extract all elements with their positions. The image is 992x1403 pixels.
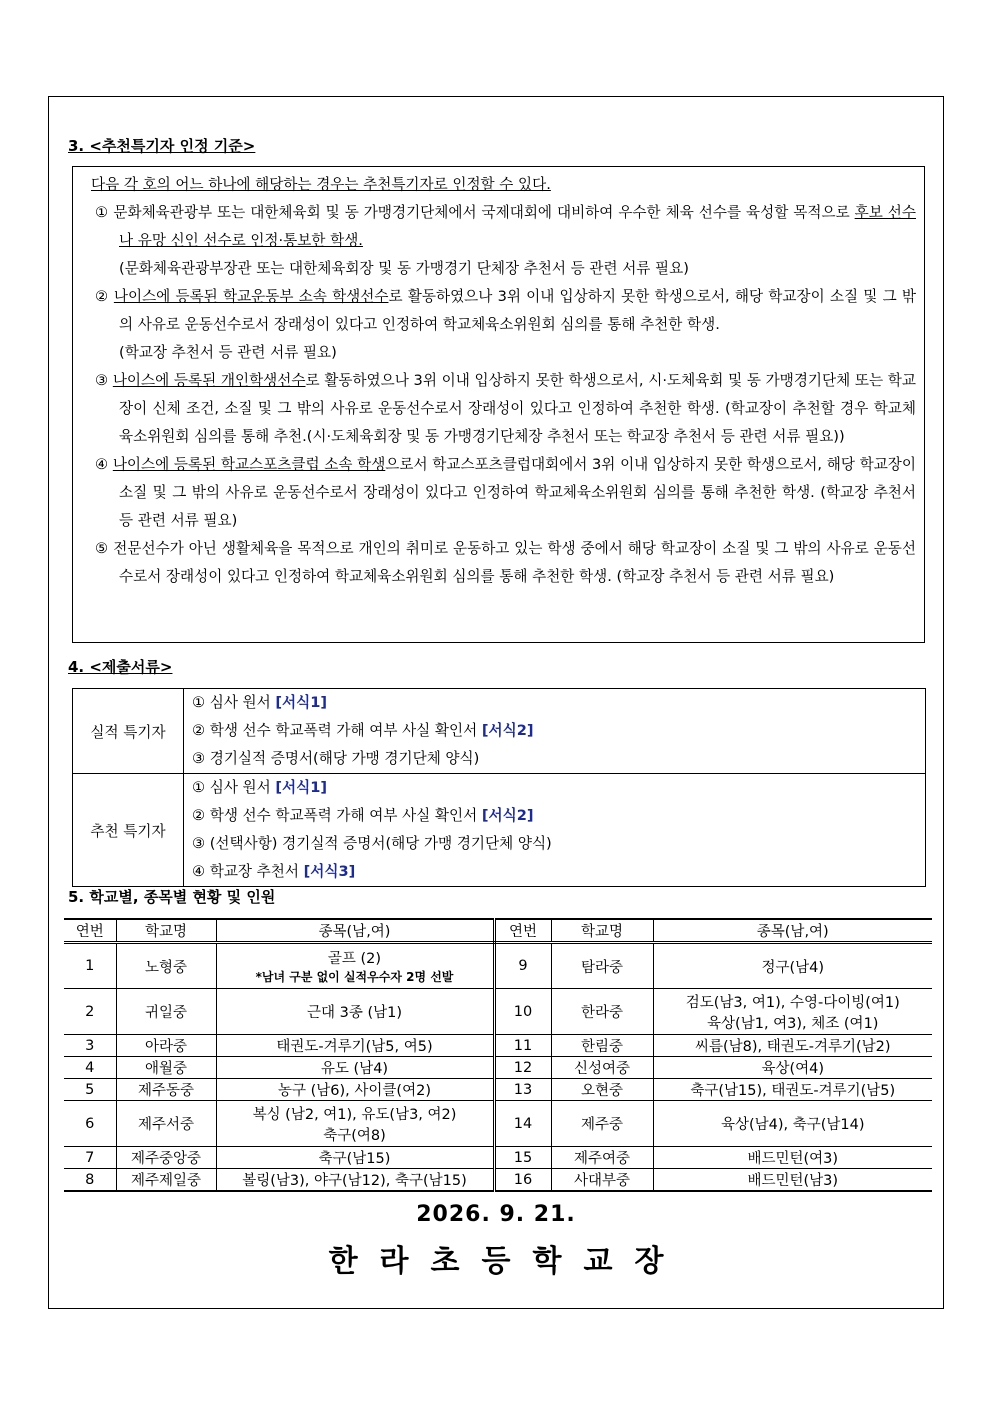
sport-cell (653, 1147, 932, 1169)
document-item-text: ③ 경기실적 증명서(해당 가맹 경기단체 양식) (192, 750, 480, 767)
school-name: 제주중 (551, 1101, 653, 1147)
header-no: 연번 (64, 919, 116, 943)
schools-row (64, 989, 932, 1035)
document-item (192, 745, 925, 773)
schools-row (64, 1035, 932, 1057)
criteria-note: (문화체육관광부장관 또는 대한체육회장 및 동 가맹경기 단체장 추천서 등 관련 서류 필요) (119, 260, 689, 277)
item-text: 전문선수가 아닌 생활체육을 목적으로 개인의 취미로 운동하고 있는 학생 중에서 해당 학교장이 소질 및 그 밖의 사유로 운동선수로서 장래성이 있다고 인정하여 학교체육소위원회 심의를 통해 추천한 학생. (학교장 추천서 등 관련 서류 필요) (108, 540, 916, 585)
criteria-item (81, 535, 916, 591)
item-underlined-text: 나이스에 등록된 학교스포츠클럽 소속 학생 (112, 456, 386, 473)
school-name: 오현중 (551, 1079, 653, 1101)
header-school: 학교명 (551, 919, 653, 943)
document-item-text: ① 심사 원서 (192, 779, 276, 796)
row-number: 13 (494, 1079, 551, 1101)
criteria-note: (학교장 추천서 등 관련 서류 필요) (119, 344, 337, 361)
row-number: 16 (494, 1169, 551, 1192)
documents-category: 실적 특기자 (73, 689, 184, 774)
school-name: 제주동중 (116, 1079, 216, 1101)
sport-cell (653, 1057, 932, 1079)
criteria-item (81, 283, 916, 339)
section4-title: 4. <제출서류> (68, 658, 173, 676)
criteria-list (81, 199, 916, 591)
schools-row (64, 1101, 932, 1147)
header-no: 연번 (494, 919, 551, 943)
row-number: 8 (64, 1169, 116, 1192)
sport-line: 축구(남15) (318, 1151, 391, 1167)
school-name: 애월중 (116, 1057, 216, 1079)
item-underlined-text: 나이스에 등록된 학교운동부 소속 학생선수 (113, 288, 389, 305)
sport-cell (653, 1035, 932, 1057)
sport-line: 골프 (2) (327, 951, 382, 967)
section5-title: 5. 학교별, 종목별 현황 및 인원 (68, 888, 276, 906)
criteria-lead: 다음 각 호의 어느 하나에 해당하는 경우는 추천특기자로 인정할 수 있다. (91, 176, 551, 193)
school-name: 한림중 (551, 1035, 653, 1057)
row-number: 2 (64, 989, 116, 1035)
criteria-box (72, 166, 925, 643)
sport-cell (653, 943, 932, 989)
section3-title: 3. <추천특기자 인정 기준> (68, 137, 256, 155)
document-item-text: ③ (선택사항) 경기실적 증명서(해당 가맹 경기단체 양식) (192, 835, 552, 852)
documents-list (184, 689, 926, 774)
sport-line: 근대 3종 (남1) (306, 1005, 402, 1021)
criteria-item (81, 367, 916, 451)
selection-note: *남녀 구분 없이 실적우수자 2명 선발 (255, 970, 454, 984)
sport-cell (216, 989, 494, 1035)
sport-cell (653, 1169, 932, 1192)
sport-line: 배드민턴(여3) (747, 1151, 839, 1167)
item-number: ② (95, 288, 109, 305)
row-number: 4 (64, 1057, 116, 1079)
item-underlined-text: 나이스에 등록된 개인학생선수 (112, 372, 306, 389)
document-item (192, 858, 925, 886)
document-item (192, 802, 925, 830)
item-number: ④ (95, 456, 109, 473)
school-name: 신성여중 (551, 1057, 653, 1079)
row-number: 5 (64, 1079, 116, 1101)
row-number: 7 (64, 1147, 116, 1169)
document-item-text: ② 학생 선수 학교폭력 가해 여부 사실 확인서 (192, 722, 482, 739)
document-item-text: ④ 학교장 추천서 (192, 863, 304, 880)
row-number: 12 (494, 1057, 551, 1079)
sport-cell (216, 1101, 494, 1147)
sport-line: 배드민턴(남3) (747, 1173, 839, 1189)
document-item (192, 830, 925, 858)
schools-table (64, 918, 932, 1192)
schools-row (64, 1147, 932, 1169)
item-number: ③ (95, 372, 109, 389)
item-underlined-text: 후보 선수나 유망 신인 선수로 인정·통보한 학생. (119, 204, 916, 249)
criteria-item (81, 199, 916, 255)
sport-line: 유도 (남4) (320, 1061, 389, 1077)
item-text: 문화체육관광부 또는 대한체육회 및 동 가맹경기단체에서 국제대회에 대비하여 우수한 체육 선수를 육성할 목적으로 (108, 204, 855, 221)
header-sport: 종목(남,여) (653, 919, 932, 943)
document-item-text: ② 학생 선수 학교폭력 가해 여부 사실 확인서 (192, 807, 482, 824)
item-text: 으로서 학교스포츠클럽대회에서 3위 이내 입상하지 못한 학생으로서, 해당 학교장이 소질 및 그 밖의 사유로 운동선수로서 장래성이 있다고 인정하여 학교체육소위원회 심의를 통해 추천한 학생. (학교장 추천서 등 관련 서류 필요) (119, 456, 916, 529)
sport-cell (216, 1147, 494, 1169)
school-name: 귀일중 (116, 989, 216, 1035)
document-item (192, 774, 925, 802)
form-reference: [서식1] (275, 779, 328, 796)
form-reference: [서식3] (303, 863, 356, 880)
sport-line: 검도(남3, 여1), 수영-다이빙(여1) (685, 994, 900, 1011)
document-item (192, 717, 925, 745)
sport-line: 농구 (남6), 사이클(여2) (278, 1083, 431, 1099)
signature: 한라초등학교장 (328, 1244, 686, 1279)
item-text: 로 활동하였으나 3위 이내 입상하지 못한 학생으로서, 시·도체육회 및 동 가맹경기단체 또는 학교장이 신체 조건, 소질 및 그 밖의 사유로 운동선수로서 장래성이 있다고 인정하여 추천한 학생. (학교장이 추천할 경우 학교체육소위원회 심의를 통해 추천.(시·도체육회장 및 동 가맹경기단체장 추천서 또는 학교장 추천서 등 관련 서류 필요)) (119, 372, 916, 445)
form-reference: [서식2] (481, 807, 534, 824)
row-number: 1 (64, 943, 116, 989)
schools-row (64, 1169, 932, 1192)
school-name: 제주여중 (551, 1147, 653, 1169)
schools-row (64, 1079, 932, 1101)
sport-cell (216, 943, 494, 989)
sport-line: 육상(여4) (761, 1061, 825, 1077)
item-number: ① (95, 204, 109, 221)
school-name: 제주서중 (116, 1101, 216, 1147)
documents-row (73, 689, 926, 774)
sport-line: 볼링(남3), 야구(남12), 축구(남15) (242, 1173, 467, 1189)
sport-line: 씨름(남8), 태권도-겨루기(남2) (694, 1039, 891, 1055)
item-text: 로 활동하였으나 3위 이내 입상하지 못한 학생으로서, 해당 학교장이 소질 및 그 밖의 사유로 운동선수로서 장래성이 있다고 인정하여 학교체육소위원회 심의를 통해 추천한 학생. (119, 288, 916, 333)
sport-line: 정구(남4) (761, 959, 825, 976)
documents-row (73, 774, 926, 887)
sport-cell (653, 1101, 932, 1147)
schools-row (64, 1057, 932, 1079)
schools-header-row (64, 919, 932, 943)
school-name: 한라중 (551, 989, 653, 1035)
documents-category: 추천 특기자 (73, 774, 184, 887)
document-date: 2026. 9. 21. (416, 1202, 576, 1227)
sport-line: 축구(여8) (323, 1127, 386, 1144)
sport-cell (216, 1057, 494, 1079)
sport-line: 축구(남15), 태권도-겨루기(남5) (690, 1083, 896, 1099)
header-sport: 종목(남,여) (216, 919, 494, 943)
item-number: ⑤ (95, 540, 109, 557)
row-number: 10 (494, 989, 551, 1035)
sport-line: 육상(남1, 여3), 체조 (여1) (707, 1015, 879, 1032)
school-name: 아라중 (116, 1035, 216, 1057)
documents-table (72, 688, 926, 887)
school-name: 제주중앙중 (116, 1147, 216, 1169)
sport-cell (653, 989, 932, 1035)
document-item-text: ① 심사 원서 (192, 694, 276, 711)
sport-line: 복싱 (남2, 여1), 유도(남3, 여2) (252, 1106, 457, 1123)
sport-cell (216, 1035, 494, 1057)
sport-line: 태권도-겨루기(남5, 여5) (276, 1039, 433, 1055)
school-name: 탐라중 (551, 943, 653, 989)
row-number: 9 (494, 943, 551, 989)
criteria-item (81, 451, 916, 535)
school-name: 사대부중 (551, 1169, 653, 1192)
row-number: 11 (494, 1035, 551, 1057)
form-reference: [서식2] (481, 722, 534, 739)
row-number: 14 (494, 1101, 551, 1147)
row-number: 6 (64, 1101, 116, 1147)
document-item (192, 689, 925, 717)
documents-list (184, 774, 926, 887)
sport-cell (216, 1079, 494, 1101)
row-number: 3 (64, 1035, 116, 1057)
sport-line: 육상(남4), 축구(남14) (720, 1117, 865, 1133)
row-number: 15 (494, 1147, 551, 1169)
schools-row (64, 943, 932, 989)
header-school: 학교명 (116, 919, 216, 943)
school-name: 제주제일중 (116, 1169, 216, 1192)
sport-cell (653, 1079, 932, 1101)
form-reference: [서식1] (275, 694, 328, 711)
sport-cell (216, 1169, 494, 1192)
school-name: 노형중 (116, 943, 216, 989)
